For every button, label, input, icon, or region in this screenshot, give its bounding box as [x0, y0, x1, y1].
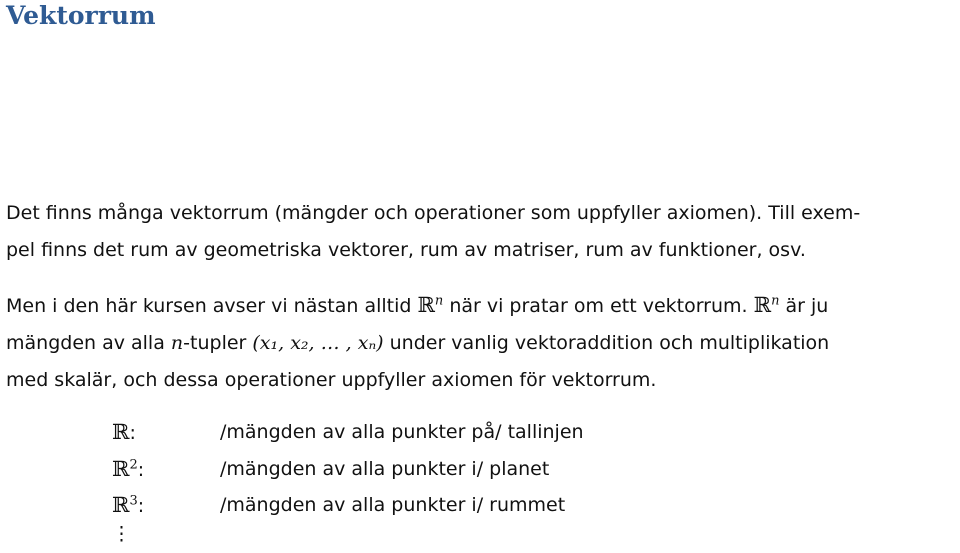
- paragraph-2-line-2: [6, 331, 829, 355]
- colon: :: [137, 495, 145, 517]
- math-real-numbers: ℝ: [112, 457, 130, 481]
- math-exponent-n: n: [434, 293, 444, 309]
- paragraph-1-line-1: Det finns många vektorrum (mängder och operationer som uppfyller axiomen). Till exem-: [6, 202, 861, 224]
- math-real-numbers: ℝ: [112, 493, 130, 517]
- text-segment: -tupler: [183, 332, 253, 354]
- math-real-numbers: ℝ: [753, 293, 772, 317]
- text-segment: under vanlig vektoraddition och multiplikation: [383, 332, 830, 354]
- vertical-ellipsis: ⋮: [112, 523, 131, 545]
- text-segment: mängden av alla: [6, 332, 171, 354]
- text-segment: är ju: [779, 295, 829, 317]
- page-title: Vektorrum: [6, 1, 156, 30]
- list-item-set: [112, 420, 136, 445]
- paragraph-1-line-2: pel finns det rum av geometriska vektorer, rum av matriser, rum av funktioner, osv.: [6, 239, 806, 261]
- paragraph-2-line-1: [6, 293, 828, 318]
- text-segment: när vi pratar om ett vektorrum.: [443, 295, 754, 317]
- paragraph-2-line-3: med skalär, och dessa operationer uppfyller axiomen för vektorrum.: [6, 369, 657, 391]
- math-real-numbers: ℝ: [112, 420, 130, 444]
- math-tuple: (x₁, x₂, … , xₙ): [252, 332, 384, 354]
- colon: :: [129, 422, 136, 444]
- math-real-numbers: ℝ: [417, 293, 435, 317]
- math-exponent: 3: [129, 493, 138, 509]
- list-item-desc: /mängden av alla punkter i/ rummet: [220, 494, 566, 516]
- list-item-desc: /mängden av alla punkter i/ planet: [220, 458, 550, 480]
- text-segment: Men i den här kursen avser vi nästan alltid: [6, 295, 418, 317]
- list-item-set: [112, 493, 144, 518]
- math-variable-n: n: [170, 332, 184, 354]
- math-exponent-n: n: [771, 293, 780, 309]
- colon: :: [137, 459, 145, 481]
- list-item-desc: /mängden av alla punkter på/ tallinjen: [220, 421, 584, 443]
- list-item-set: [112, 457, 144, 482]
- math-exponent: 2: [129, 457, 138, 473]
